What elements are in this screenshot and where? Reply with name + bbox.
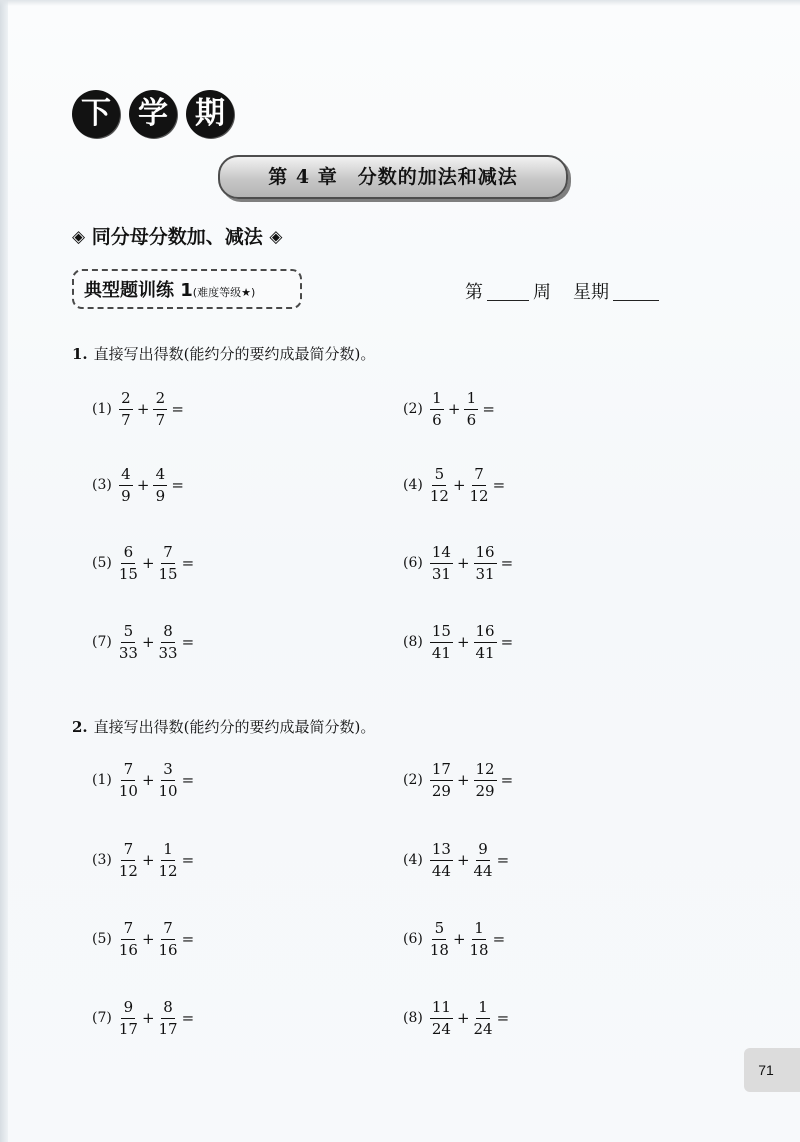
numerator: 4 — [119, 465, 133, 486]
fraction — [429, 622, 454, 663]
denominator: 7 — [121, 410, 131, 429]
numerator: 2 — [119, 389, 133, 410]
equals-sign: = — [181, 633, 195, 651]
problem[interactable] — [403, 541, 516, 585]
equals-sign: = — [492, 476, 506, 494]
fraction — [158, 760, 179, 801]
problem-label: (7) — [92, 1010, 112, 1026]
plus-sign: + — [141, 554, 155, 572]
semester-badges — [72, 90, 234, 138]
plus-sign: + — [141, 930, 155, 948]
plus-sign: + — [452, 476, 466, 494]
problem-label: (6) — [403, 555, 423, 571]
fraction — [158, 543, 179, 584]
numerator: 12 — [474, 760, 497, 781]
chapter-title: 第 4 章 分数的加法和减法 — [218, 155, 568, 199]
denominator: 33 — [118, 643, 138, 662]
problem-label: (4) — [403, 477, 423, 493]
plus-sign: + — [141, 1009, 155, 1027]
semester-char: 期 — [186, 90, 234, 138]
problem-label: (3) — [92, 852, 112, 868]
fraction — [118, 465, 134, 506]
fraction — [429, 760, 454, 801]
problem[interactable] — [92, 917, 197, 961]
diamond-icon: ◈ — [269, 227, 283, 247]
denominator: 9 — [155, 486, 166, 505]
numerator: 17 — [430, 760, 453, 781]
page-number: 71 — [744, 1048, 800, 1092]
question-number: 2. — [72, 718, 88, 736]
week-prefix: 第 — [465, 282, 483, 303]
fraction — [469, 465, 490, 506]
denominator: 12 — [469, 486, 489, 505]
fraction — [158, 840, 179, 881]
page-top-shadow — [0, 0, 800, 6]
page-binding-edge — [0, 0, 8, 1142]
denominator: 16 — [158, 940, 178, 959]
numerator: 8 — [161, 622, 175, 643]
equals-sign: = — [496, 1009, 510, 1027]
problem[interactable] — [403, 917, 508, 961]
problem[interactable] — [403, 758, 516, 802]
numerator: 7 — [121, 760, 135, 781]
fraction — [158, 998, 179, 1039]
plus-sign: + — [456, 851, 470, 869]
denominator: 7 — [155, 410, 166, 429]
problem[interactable] — [403, 620, 516, 664]
numerator: 7 — [472, 465, 486, 486]
problem-label: (7) — [92, 634, 112, 650]
plus-sign: + — [456, 1009, 470, 1027]
denominator: 6 — [432, 410, 442, 429]
equals-sign: = — [496, 851, 510, 869]
denominator: 31 — [431, 564, 451, 583]
numerator: 2 — [153, 389, 167, 410]
denominator: 17 — [118, 1019, 138, 1038]
denominator: 44 — [431, 861, 451, 880]
question-2 — [72, 716, 375, 737]
denominator: 33 — [158, 643, 178, 662]
equals-sign: = — [500, 771, 514, 789]
section-title: 同分母分数加、减法 — [91, 226, 263, 248]
plus-sign: + — [456, 771, 470, 789]
numerator: 14 — [430, 543, 453, 564]
numerator: 13 — [430, 840, 453, 861]
fraction — [473, 760, 498, 801]
equals-sign: = — [500, 554, 514, 572]
numerator: 1 — [430, 389, 444, 410]
problem-label: (6) — [403, 931, 423, 947]
problem-label: (2) — [403, 772, 423, 788]
problem[interactable] — [92, 758, 197, 802]
problem[interactable] — [403, 996, 512, 1040]
problem[interactable] — [92, 387, 187, 431]
equals-sign: = — [181, 930, 195, 948]
equals-sign: = — [482, 400, 495, 418]
denominator: 9 — [121, 486, 131, 505]
week-blank[interactable] — [487, 282, 529, 301]
denominator: 12 — [118, 861, 138, 880]
problem[interactable] — [92, 996, 197, 1040]
plus-sign: + — [141, 633, 155, 651]
denominator: 6 — [466, 410, 477, 429]
plus-sign: + — [452, 930, 466, 948]
fraction — [473, 543, 498, 584]
denominator: 29 — [475, 781, 495, 800]
problem-label: (2) — [403, 401, 423, 417]
fraction — [118, 840, 139, 881]
denominator: 29 — [431, 781, 451, 800]
numerator: 16 — [474, 622, 497, 643]
fraction — [429, 840, 454, 881]
equals-sign: = — [181, 771, 195, 789]
denominator: 31 — [475, 564, 495, 583]
fraction — [118, 389, 134, 430]
fraction — [473, 622, 498, 663]
fraction — [158, 622, 179, 663]
numerator: 6 — [121, 543, 135, 564]
numerator: 15 — [430, 622, 453, 643]
fraction — [118, 760, 139, 801]
denominator: 41 — [431, 643, 451, 662]
problem-label: (5) — [92, 555, 112, 571]
fraction — [118, 622, 139, 663]
equals-sign: = — [171, 400, 184, 418]
plus-sign: + — [456, 554, 470, 572]
denominator: 18 — [469, 940, 489, 959]
numerator: 9 — [476, 840, 490, 861]
numerator: 9 — [121, 998, 135, 1019]
plus-sign: + — [136, 400, 150, 418]
fraction — [429, 998, 454, 1039]
numerator: 4 — [153, 465, 167, 486]
denominator: 10 — [158, 781, 178, 800]
problem-label: (4) — [403, 852, 423, 868]
fraction — [473, 998, 494, 1039]
question-1 — [72, 343, 375, 364]
question-number: 1. — [72, 345, 88, 363]
numerator: 7 — [121, 919, 135, 940]
denominator: 41 — [475, 643, 495, 662]
denominator: 24 — [431, 1019, 451, 1038]
fraction — [152, 465, 168, 506]
equals-sign: = — [492, 930, 506, 948]
numerator: 5 — [432, 919, 446, 940]
fraction — [469, 919, 490, 960]
exercise-title-box — [72, 269, 302, 309]
problem-label: (3) — [92, 477, 112, 493]
equals-sign: = — [181, 554, 195, 572]
fraction — [118, 919, 139, 960]
denominator: 15 — [158, 564, 178, 583]
numerator: 7 — [161, 919, 175, 940]
numerator: 5 — [432, 465, 446, 486]
fraction — [463, 389, 479, 430]
numerator: 1 — [161, 840, 175, 861]
problem[interactable] — [92, 463, 187, 507]
fraction — [158, 919, 179, 960]
numerator: 5 — [121, 622, 135, 643]
denominator: 24 — [473, 1019, 493, 1038]
problem-label: (1) — [92, 401, 112, 417]
weekday-blank[interactable] — [613, 282, 659, 301]
exercise-title: 典型题训练 1 — [84, 280, 193, 301]
weekday-label: 星期 — [573, 282, 609, 303]
problem-label: (8) — [403, 1010, 423, 1026]
plus-sign: + — [141, 851, 155, 869]
semester-char: 学 — [129, 90, 177, 138]
question-instruction: 直接写出得数(能约分的要约成最简分数)。 — [93, 718, 376, 736]
problem[interactable] — [403, 838, 512, 882]
section-heading — [72, 222, 282, 249]
numerator: 7 — [161, 543, 175, 564]
difficulty-label: (难度等级★) — [192, 286, 256, 299]
fraction — [429, 919, 450, 960]
equals-sign: = — [181, 851, 195, 869]
problem-label: (8) — [403, 634, 423, 650]
denominator: 10 — [118, 781, 138, 800]
equals-sign: = — [500, 633, 514, 651]
plus-sign: + — [456, 633, 470, 651]
plus-sign: + — [136, 476, 150, 494]
fraction — [429, 543, 454, 584]
denominator: 15 — [118, 564, 138, 583]
numerator: 8 — [161, 998, 175, 1019]
plus-sign: + — [447, 400, 461, 418]
fraction — [118, 543, 139, 584]
denominator: 12 — [429, 486, 449, 505]
fraction — [118, 998, 139, 1039]
problem[interactable] — [92, 838, 197, 882]
schedule-line — [465, 278, 659, 304]
problem-label: (5) — [92, 931, 112, 947]
fraction — [473, 840, 494, 881]
numerator: 3 — [161, 760, 175, 781]
fraction — [152, 389, 168, 430]
plus-sign: + — [141, 771, 155, 789]
question-instruction: 直接写出得数(能约分的要约成最简分数)。 — [93, 345, 376, 363]
denominator: 18 — [429, 940, 449, 959]
week-suffix: 周 — [533, 282, 551, 303]
diamond-icon: ◈ — [72, 227, 86, 247]
problem-label: (1) — [92, 772, 112, 788]
numerator: 7 — [121, 840, 135, 861]
equals-sign: = — [181, 1009, 195, 1027]
numerator: 1 — [476, 998, 490, 1019]
denominator: 16 — [118, 940, 138, 959]
problem[interactable] — [403, 463, 508, 507]
problem[interactable] — [92, 541, 197, 585]
equals-sign: = — [171, 476, 184, 494]
semester-char: 下 — [72, 90, 120, 138]
problem[interactable] — [403, 387, 498, 431]
numerator: 1 — [464, 389, 478, 410]
problem[interactable] — [92, 620, 197, 664]
denominator: 44 — [473, 861, 493, 880]
numerator: 1 — [472, 919, 486, 940]
numerator: 11 — [430, 998, 453, 1019]
fraction — [429, 465, 450, 506]
fraction — [429, 389, 445, 430]
denominator: 12 — [158, 861, 178, 880]
numerator: 16 — [474, 543, 497, 564]
denominator: 17 — [158, 1019, 178, 1038]
